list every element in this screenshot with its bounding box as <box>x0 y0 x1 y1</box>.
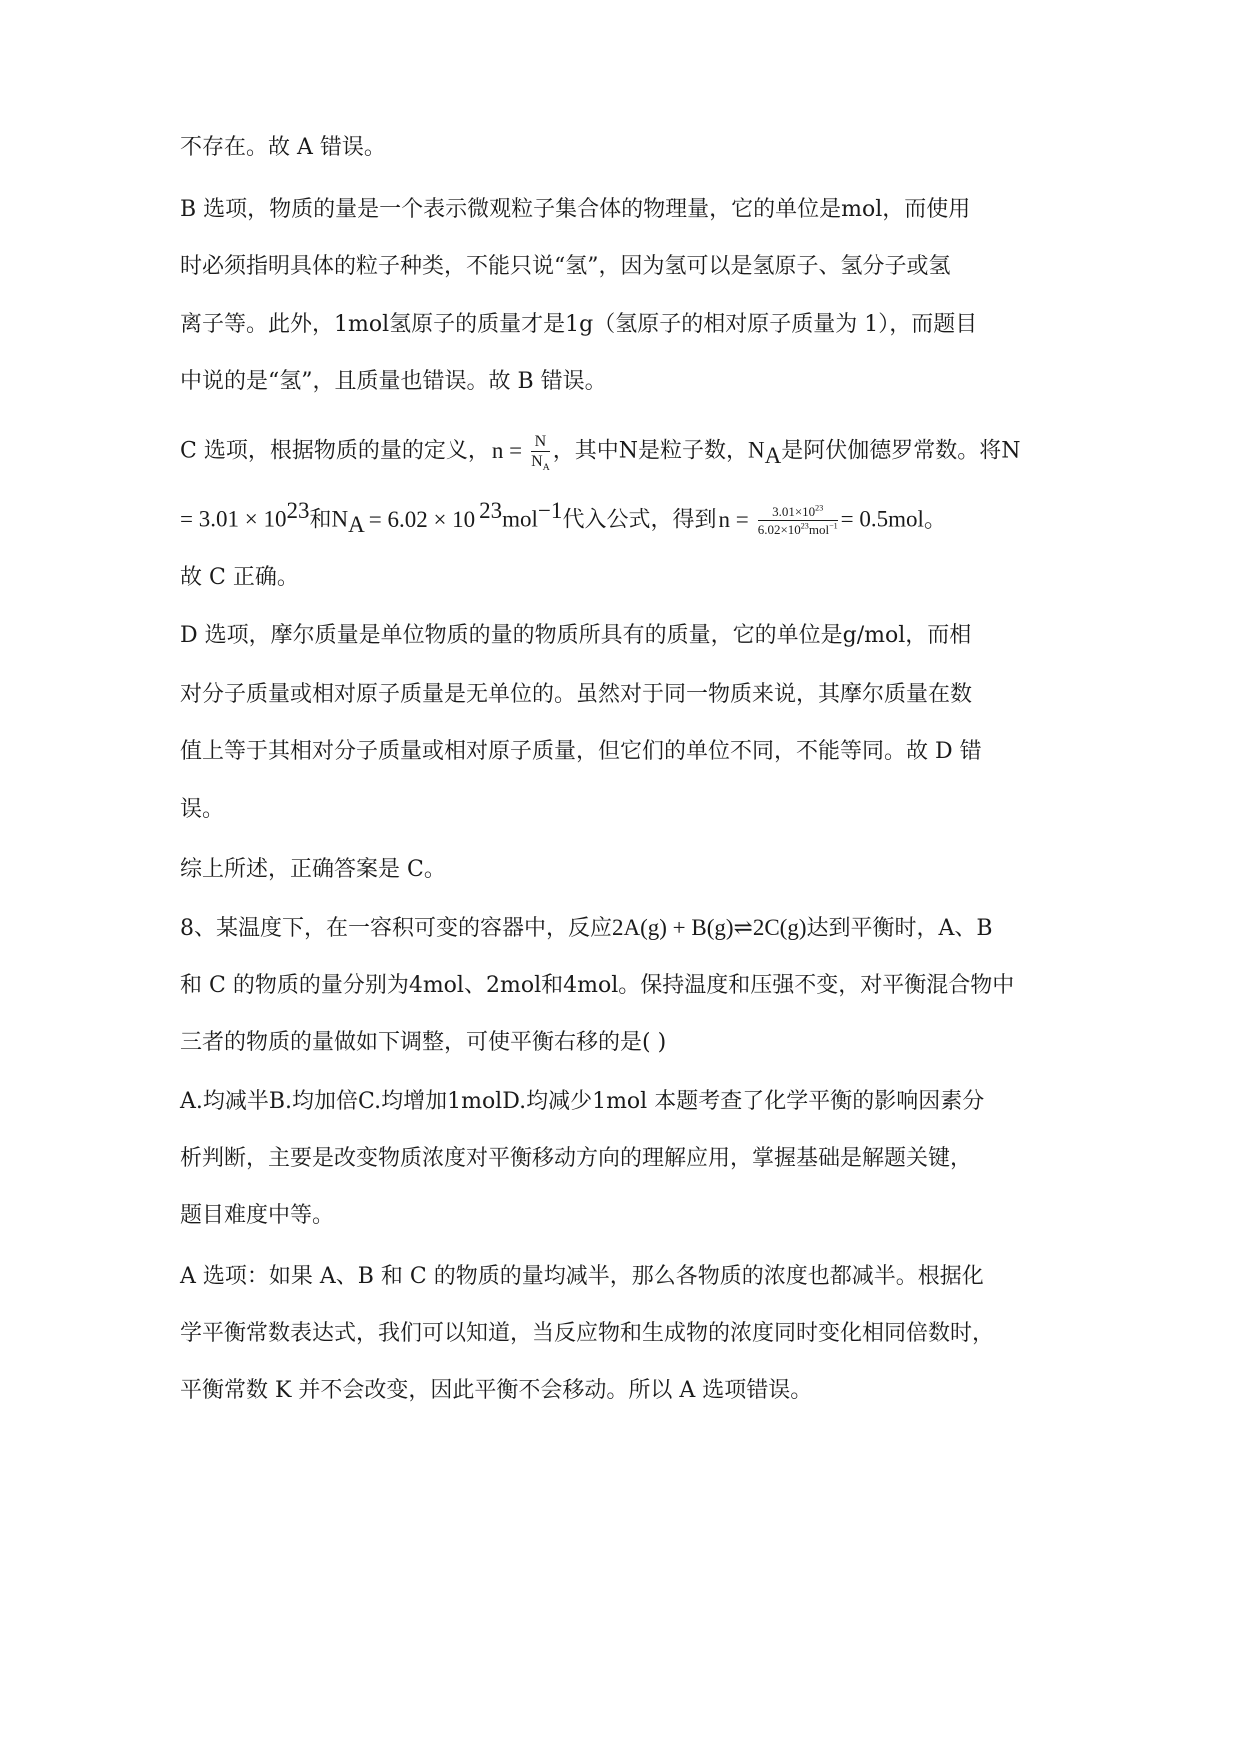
text-line: 误。 <box>180 797 225 822</box>
fraction <box>531 432 550 474</box>
text-segment: ，其中N是粒子数， <box>552 438 749 464</box>
text-line: 时必须指明具体的粒子种类，不能只说“氢”，因为氢可以是氢原子、氢分子或氢 <box>180 254 951 279</box>
result-fraction <box>758 503 838 538</box>
text-line: 中说的是“氢”，且质量也错误。故 B 错误。 <box>180 369 607 394</box>
summary-line: 综上所述，正确答案是 C。 <box>180 857 446 882</box>
text-segment: C 选项，根据物质的量的定义， <box>180 438 490 464</box>
text-segment: 达到平衡时，A、B <box>806 916 993 941</box>
avogadro-symbol: N <box>748 437 765 463</box>
numerator-value: 3.01×10 <box>772 504 816 519</box>
text-line: 三者的物质的量做如下调整，可使平衡右移的是( ) <box>180 1030 667 1055</box>
text-line: B 选项，物质的量是一个表示微观粒子集合体的物理量，它的单位是mol，而使用 <box>180 197 971 222</box>
avogadro-symbol: N <box>331 506 349 532</box>
text-line: 和 C 的物质的量分别为4mol、2mol和4mol。保持温度和压强不变，对平衡混合物中 <box>180 973 1015 998</box>
result-lhs: n = <box>718 506 749 532</box>
reaction-equation: 2A(g) + B(g)⇌2C(g) <box>612 915 807 940</box>
fraction-denominator <box>531 452 550 474</box>
text-line: 故 C 正确。 <box>180 565 299 590</box>
denominator-exponent: 23 <box>800 521 809 531</box>
text-line: A.均减半B.均加倍C.均增加1molD.均减少1mol 本题考查了化学平衡的影响因素分 <box>180 1089 985 1114</box>
formula-lhs: n = <box>491 437 523 463</box>
unit: mol <box>502 506 538 532</box>
denominator-value: 6.02×10 <box>757 522 801 537</box>
text-line: 对分子质量或相对原子质量是无单位的。虽然对于同一物质来说，其摩尔质量在数 <box>180 682 973 707</box>
denominator-unit: mol <box>808 522 830 537</box>
question-8-stem-line <box>180 913 993 943</box>
avogadro-value: = 6.02 × 10 <box>368 506 476 532</box>
text-line: A 选项：如果 A、B 和 C 的物质的量均减半，那么各物质的浓度也都减半。根据化 <box>180 1264 984 1289</box>
text-segment: 是阿伏伽德罗常数。将N <box>781 438 1021 464</box>
numerator-exponent: 23 <box>815 503 824 513</box>
text-segment: 和 <box>309 507 332 533</box>
exponent: 23 <box>479 498 503 524</box>
result-rhs: = 0.5mol。 <box>840 506 947 532</box>
option-c-calculation-line <box>180 498 947 537</box>
fraction-numerator <box>758 503 838 521</box>
text-line: 平衡常数 K 并不会改变，因此平衡不会移动。所以 A 选项错误。 <box>180 1378 813 1403</box>
exponent: 23 <box>286 498 310 524</box>
text-line: 不存在。故 A 错误。 <box>180 135 386 160</box>
text-segment: 代入公式，得到 <box>562 507 717 533</box>
text-line: 析判断，主要是改变物质浓度对平衡移动方向的理解应用，掌握基础是解题关键， <box>180 1146 973 1171</box>
unit-exponent: −1 <box>537 498 563 524</box>
text-line: 题目难度中等。 <box>180 1203 335 1228</box>
text-line: 值上等于其相对分子质量或相对原子质量，但它们的单位不同，不能等同。故 D 错 <box>180 739 982 764</box>
n-value: = 3.01 × 10 <box>180 506 287 532</box>
text-line: 学平衡常数表达式，我们可以知道，当反应物和生成物的浓度同时变化相同倍数时， <box>180 1321 995 1346</box>
text-segment: 8、某温度下，在一容积可变的容器中，反应 <box>180 916 612 941</box>
text-line: 离子等。此外，1mol氢原子的质量才是1g（氢原子的相对原子质量为 1），而题目 <box>180 312 978 337</box>
denominator-unit-exponent: −1 <box>829 521 838 531</box>
denominator-subscript: A <box>542 462 550 474</box>
option-c-definition-line <box>180 432 1021 474</box>
fraction-numerator: N <box>531 432 550 452</box>
text-line: D 选项，摩尔质量是单位物质的量的物质所具有的质量，它的单位是g/mol，而相 <box>180 623 972 648</box>
avogadro-subscript: A <box>764 442 782 468</box>
fraction-denominator <box>758 521 838 538</box>
avogadro-subscript: A <box>348 511 365 537</box>
denominator-symbol: N <box>531 453 543 470</box>
